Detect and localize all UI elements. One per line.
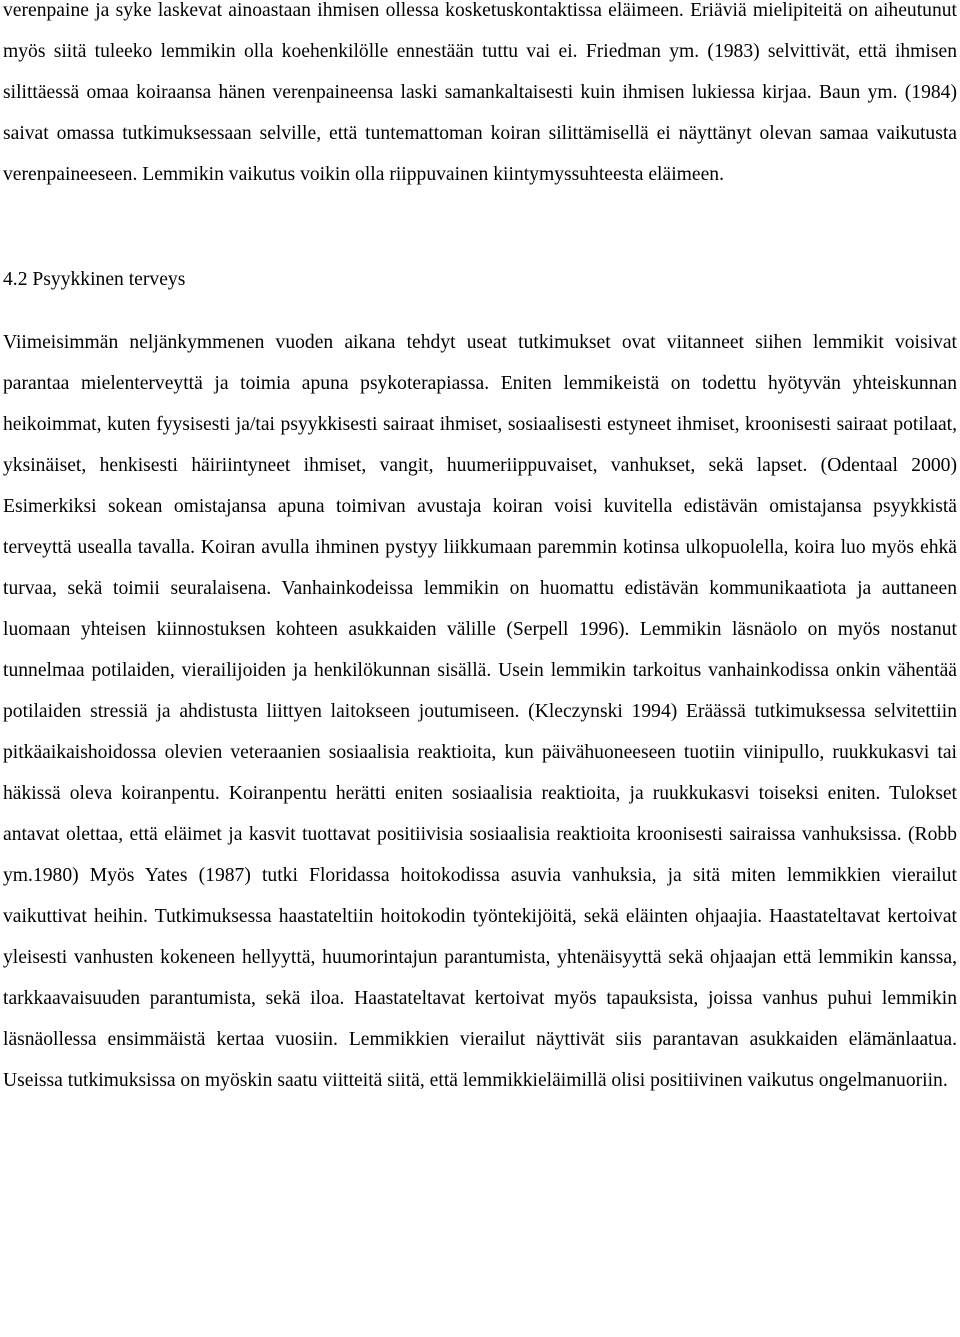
section-heading: 4.2 Psyykkinen terveys bbox=[3, 269, 186, 290]
body-paragraph-mental-health: Viimeisimmän neljänkymmenen vuoden aikana tehdyt useat tutkimukset ovat viitanneet siihen lemmikit voisivat parantaa mielenterveyttä ja toimia apuna psykoterapiassa. Eniten lemmikeistä on todettu hyötyvän yhteiskunnan heikoimmat, kuten fyysisesti ja/tai psyykkisesti sairaat ihmiset, sosiaalisesti estyneet ihmiset, kroonisesti sairaat potilaat, yksinäiset, henkisesti häiriintyneet ihmiset, vangit, huumeriippuvaiset, vanhukset, sekä lapset. (Odentaal 2000) Esimerkiksi sokean omistajansa apuna toimivan avustaja koiran voisi kuvitella edistävän omistajansa psyykkistä terveyttä usealla tavalla. Koiran avulla ihminen pystyy liikkumaan paremmin kotinsa ulkopuolella, koira luo myös ehkä turvaa, sekä toimii seuralaisena. Vanhainkodeissa lemmikin on huomattu edistävän kommunikaatiota ja auttaneen luomaan yhteisen kiinnostuksen kohteen asukkaiden välille (Serpell 1996). Lemmikin läsnäolo on myös nostanut tunnelmaa potilaiden, vierailijoiden ja henkilökunnan sisällä. Usein lemmikin tarkoitus vanhainkodissa onkin vähentää potilaiden stressiä ja ahdistusta liittyen laitokseen joutumiseen. (Kleczynski 1994) Eräässä tutkimuksessa selvitettiin pitkäaikaishoidossa olevien veteraanien sosiaalisia reaktioita, kun päivähuoneeseen tuotiin viinipullo, ruukkukasvi tai häkissä oleva koiranpentu. Koiranpentu herätti eniten sosiaalisia reaktioita, ja ruukkukasvi toiseksi eniten. Tulokset antavat olettaa, että eläimet ja kasvit tuottavat positiivisia sosiaalisia reaktioita kroonisesti sairaissa vanhuksissa. (Robb ym.1980) Myös Yates (1987) tutki Floridassa hoitokodissa asuvia vanhuksia, ja sitä miten lemmikkien vierailut vaikuttivat heihin. Tutkimuksessa haastateltiin hoitokodin työntekijöitä, sekä eläinten ohjaajia. Haastateltavat kertoivat yleisesti vanhusten kokeneen hellyyttä, huumorintajun parantumista, yhtenäisyyttä sekä ohjaajan että lemmikin kanssa, tarkkaavaisuuden parantumista, sekä iloa. Haastateltavat kertoivat myös tapauksista, joissa vanhus puhui lemmikin läsnäollessa ensimmäistä kertaa vuosiin. Lemmikkien vierailut näyttivät siis parantavan asukkaiden elämänlaatua. Useissa tutkimuksissa on myöskin saatu viitteitä siitä, että lemmikkieläimillä olisi positiivinen vaikutus ongelmanuoriin. bbox=[3, 332, 957, 1091]
body-paragraph-blood-pressure: verenpaine ja syke laskevat ainoastaan ihmisen ollessa kosketuskontaktissa eläimeen. Eriäviä mielipiteitä on aiheutunut myös siitä tuleeko lemmikin olla koehenkilölle ennestään tuttu vai ei. Friedman ym. (1983) selvittivät, että ihmisen silittäessä omaa koiraansa hänen verenpaineensa laski samankaltaisesti kuin ihmisen lukiessa kirjaa. Baun ym. (1984) saivat omassa tutkimuksessaan selville, että tuntemattoman koiran silittämisellä ei näyttänyt olevan samaa vaikutusta verenpaineeseen. Lemmikin vaikutus voikin olla riippuvainen kiintymyssuhteesta eläimeen. bbox=[3, 0, 957, 185]
